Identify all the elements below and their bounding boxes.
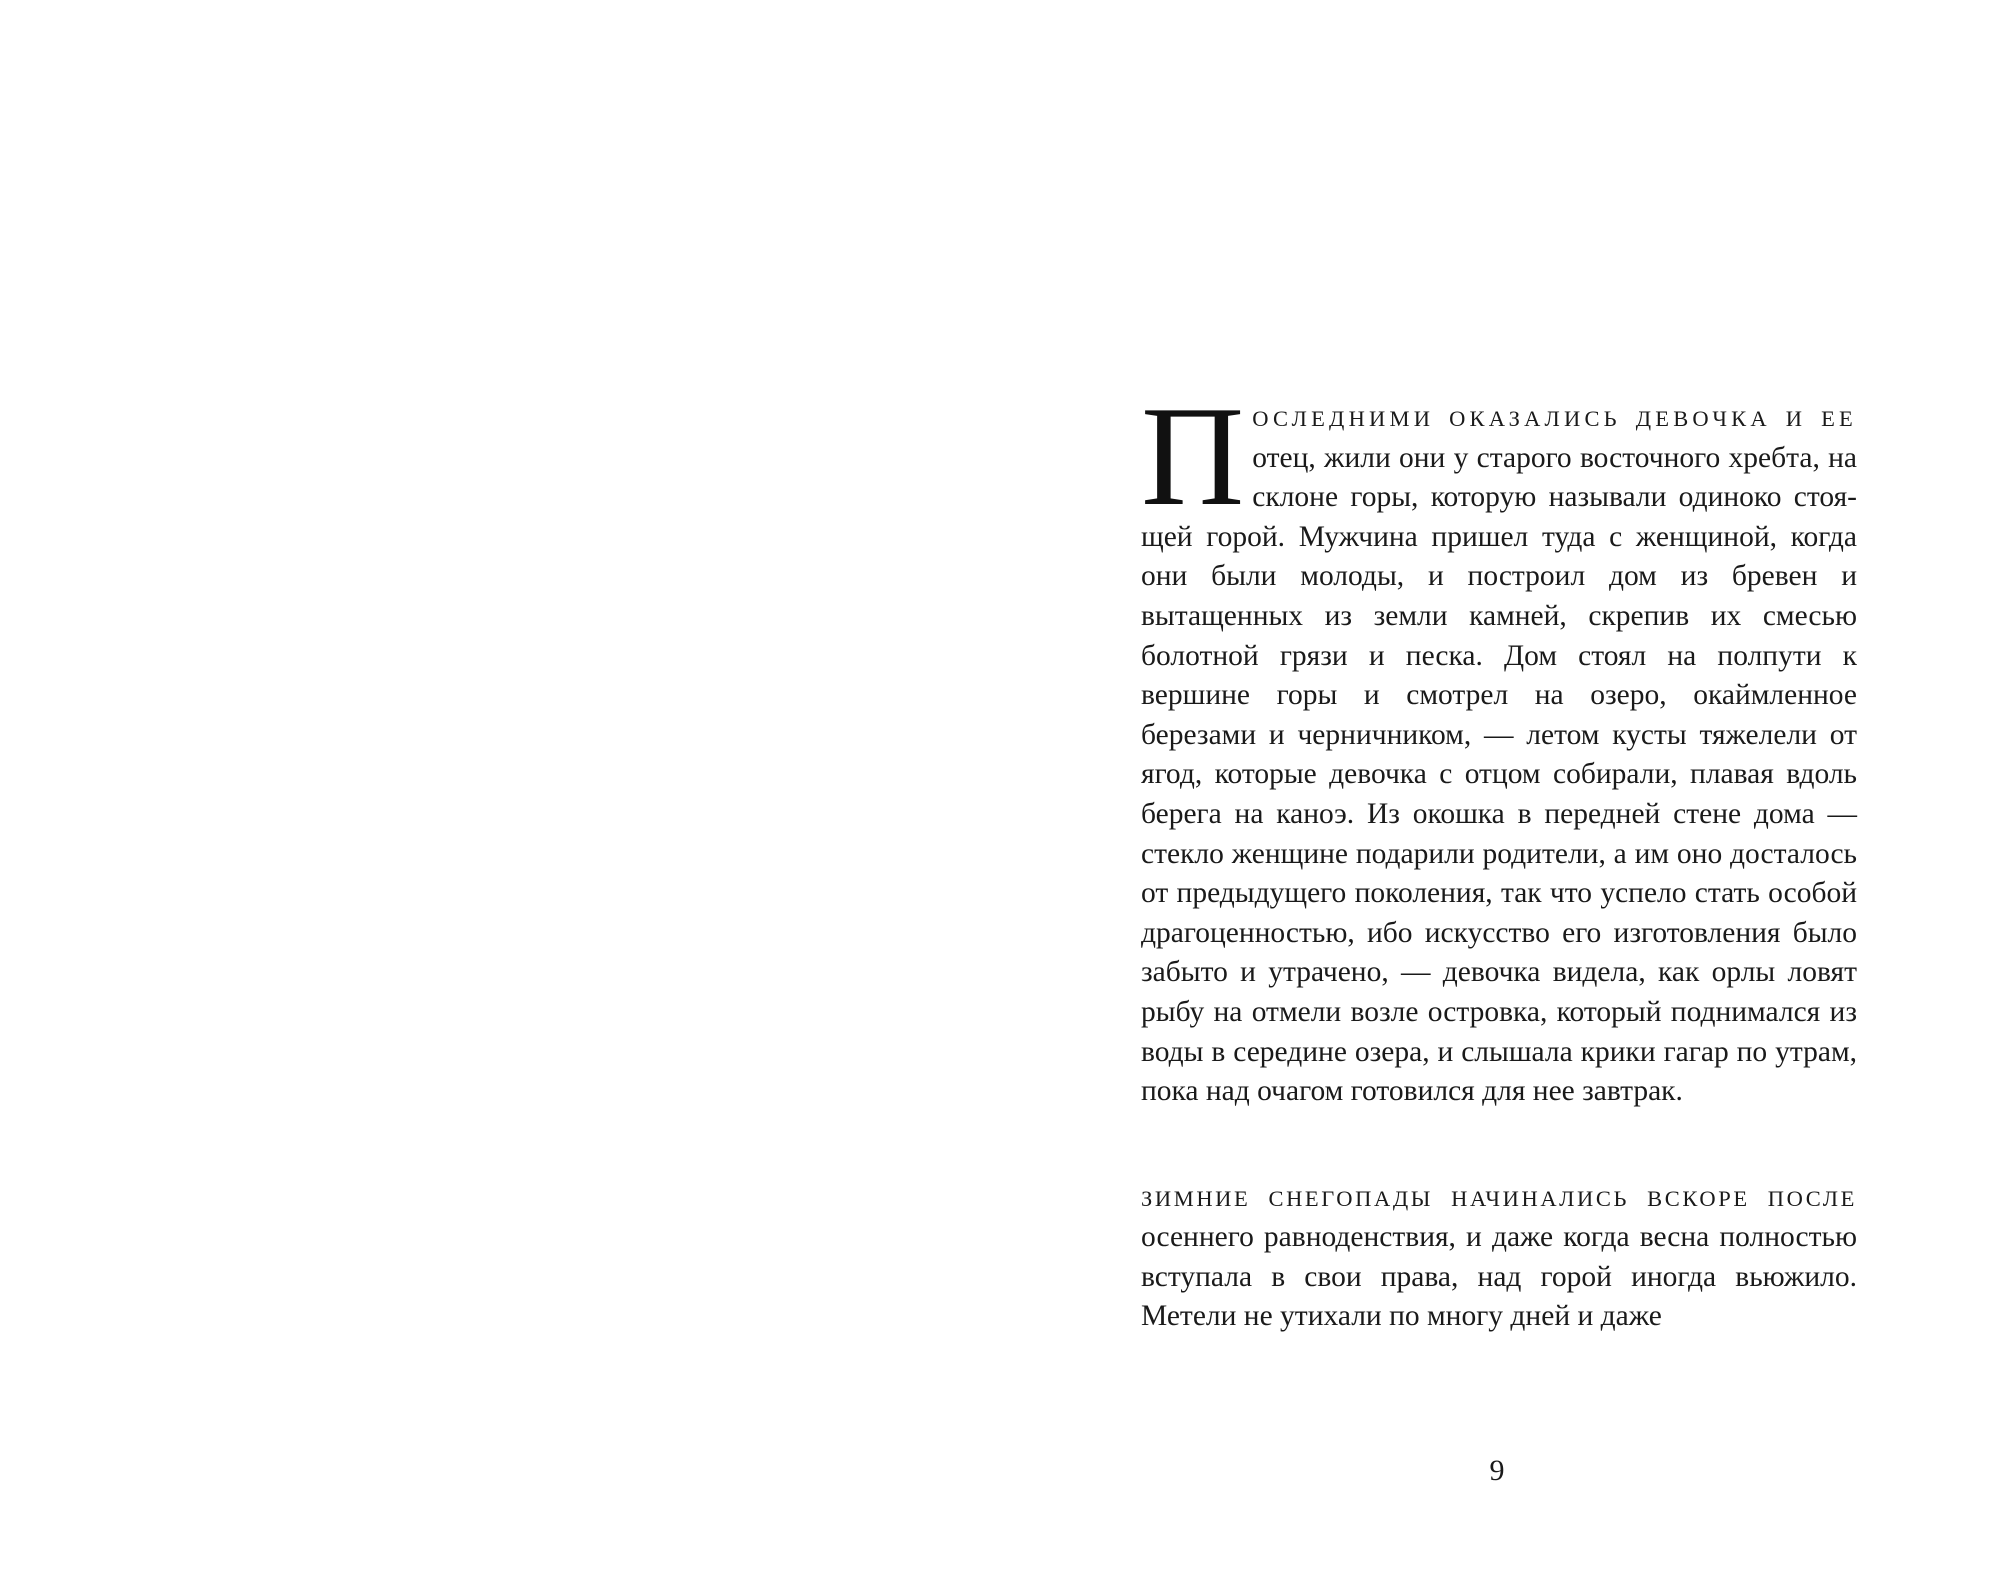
paragraph-text: осеннего равноденствия, и даже когда весна полностью вступала в свои права, над горой иногда вьюжило. Метели не утихали по многу дней и даже [1141,1221,1857,1333]
drop-cap: П [1141,377,1245,535]
right-page [1000,0,2000,1575]
page-number: 9 [1489,1454,1505,1487]
paragraph-text: отец, жили они у старого восточного хребта, на склоне горы, которую называли одиноко стоящей горой. Мужчина пришел туда с женщиной, когда они были молоды, и построил дом из бревен и вытащенных из земли камней, скрепив их смесью болотной грязи и песка. Дом стоял на полпути к вершине горы и смотрел на озеро, окаймленное березами и черничником, — летом кусты тяжелели от ягод, которые девочка с отцом собирали, плавая вдоль берега на каноэ. Из окошка в передней стене дома — стекло женщине подарили родители, а им оно досталось от предыдущего поколения, так что успело стать особой драгоценностью, ибо искусство его изготовления было забыто и утрачено, — девочка видела, как орлы ловят рыбу на отмели возле островка, который поднимался из воды в середине озера, и слышала крики гагар по утрам, пока над очагом готовился для нее завтрак. [1141,441,1857,1108]
paragraph [1141,377,1857,1112]
paragraph-lead: ЗИМНИЕ СНЕГОПАДЫ НАЧИНАЛИСЬ ВСКОРЕ ПОСЛЕ [1141,1185,1857,1211]
paragraph-lead: ОСЛЕДНИМИ ОКАЗАЛИСЬ ДЕВОЧКА И ЕЕ [1252,406,1857,431]
body-text [1141,377,1857,1337]
paragraph [1141,1178,1857,1337]
